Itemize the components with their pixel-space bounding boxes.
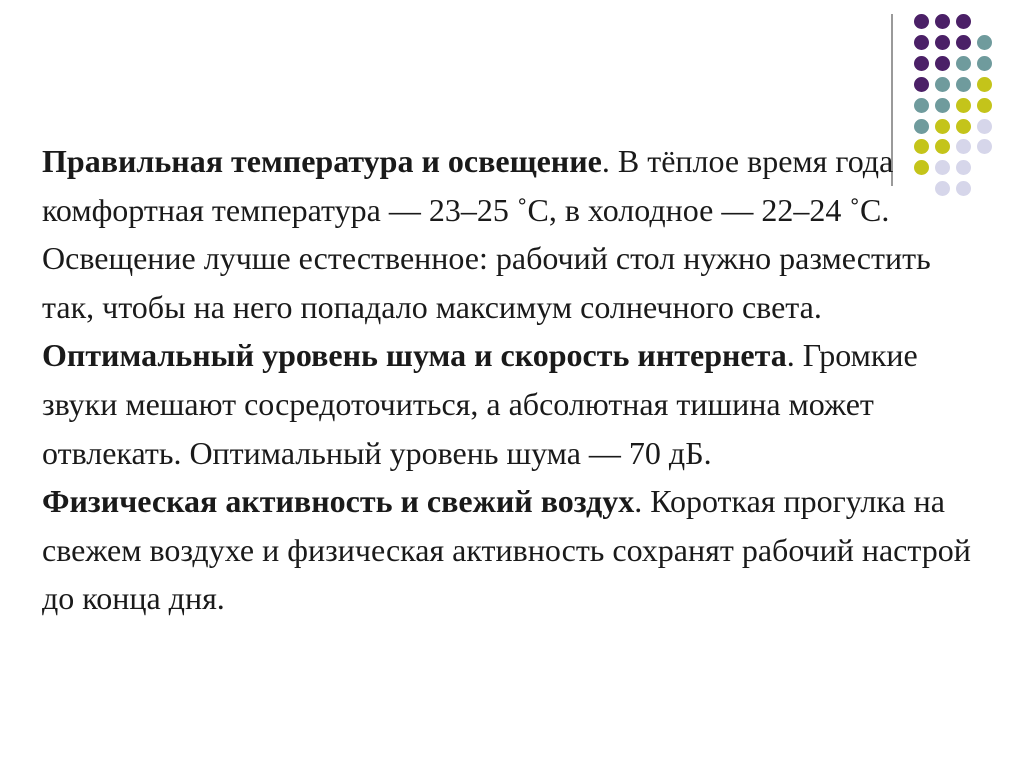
slide-body-text bbox=[42, 137, 977, 623]
decorative-dot bbox=[935, 56, 950, 71]
paragraph-heading: Правильная температура и освещение bbox=[42, 143, 602, 179]
decorative-dot bbox=[956, 98, 971, 113]
decorative-dot bbox=[956, 35, 971, 50]
paragraph-heading: Физическая активность и свежий воздух bbox=[42, 483, 635, 520]
paragraph-noise-internet bbox=[42, 331, 977, 477]
decorative-dot bbox=[977, 35, 992, 50]
decorative-dot bbox=[977, 139, 992, 154]
decorative-dot bbox=[935, 35, 950, 50]
paragraph-text: . Громкие звуки мешают сосредоточиться, а абсолютная тишина может отвлекать. Оптимальный уровень шума — 70 дБ. bbox=[42, 337, 918, 471]
paragraph-temperature-lighting bbox=[42, 137, 977, 331]
decorative-dot bbox=[914, 35, 929, 50]
decorative-dot bbox=[935, 77, 950, 92]
decorative-dot bbox=[956, 56, 971, 71]
decorative-dot bbox=[956, 77, 971, 92]
decorative-dot bbox=[956, 14, 971, 29]
decorative-dot bbox=[914, 14, 929, 29]
paragraph-text: . Короткая прогулка на свежем воздухе и физическая активность сохранят рабочий настрой до конца дня. bbox=[42, 483, 971, 617]
decorative-dot bbox=[977, 56, 992, 71]
decorative-dot bbox=[977, 119, 992, 134]
paragraph-heading: Оптимальный уровень шума и скорость интернета bbox=[42, 337, 787, 374]
decorative-dot bbox=[914, 56, 929, 71]
paragraph-text: . В тёплое время года комфортная температура — 23–25 ˚С, в холодное — 22–24 ˚С. Освещение лучше естественное: рабочий стол нужно разместить так, чтобы на него попадало максимум солнечного света. bbox=[42, 143, 931, 325]
decorative-dot bbox=[914, 119, 929, 134]
decorative-dot bbox=[977, 98, 992, 113]
paragraph-activity-fresh-air bbox=[42, 477, 977, 623]
decorative-dot bbox=[914, 77, 929, 92]
decorative-dot bbox=[956, 119, 971, 134]
decorative-dot bbox=[977, 77, 992, 92]
decorative-dot bbox=[935, 98, 950, 113]
decorative-dot bbox=[935, 14, 950, 29]
decorative-dot bbox=[935, 119, 950, 134]
decorative-dot bbox=[914, 98, 929, 113]
